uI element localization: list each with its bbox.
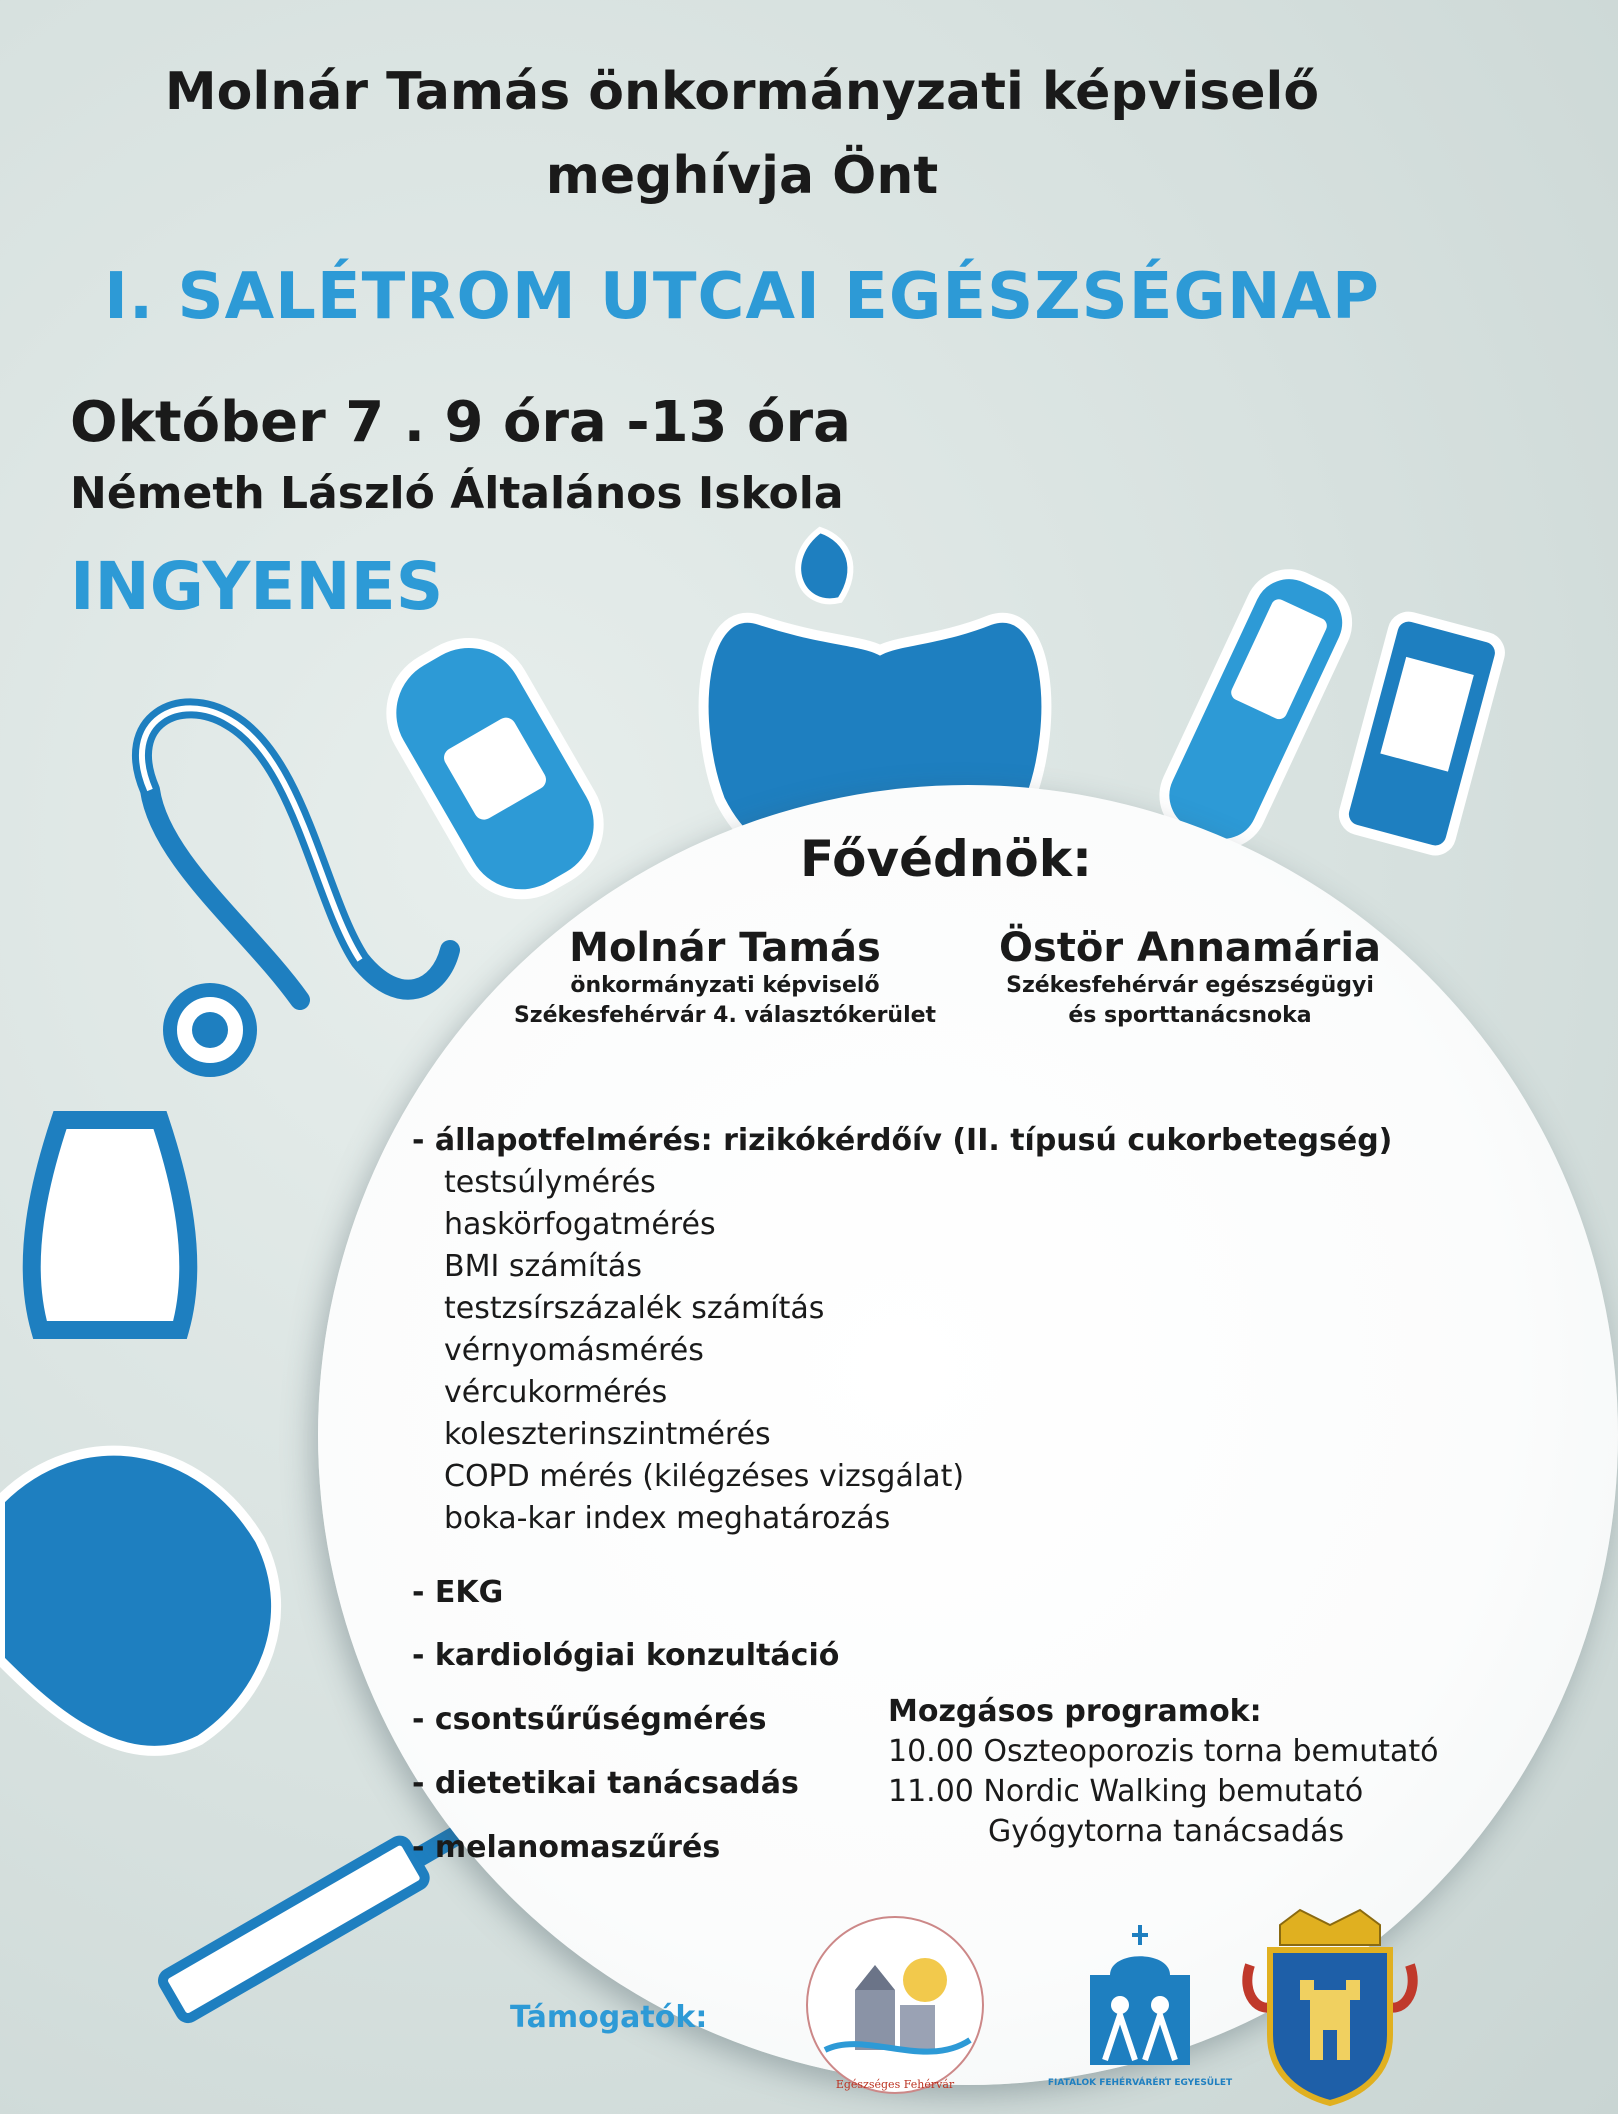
patron-role: Székesfehérvár egészségügyi	[1006, 973, 1374, 998]
movement-item: 10.00 Oszteoporozis torna bemutató	[888, 1734, 1439, 1769]
patrons-title: Fővédnök:	[800, 830, 1092, 888]
free-label: INGYENES	[70, 548, 444, 625]
sponsors-label: Támogatók:	[510, 2000, 708, 2035]
movement-item: 11.00 Nordic Walking bemutató	[888, 1774, 1364, 1809]
service-sub-item: BMI számítás	[444, 1249, 642, 1284]
event-date: Október 7 . 9 óra -13 óra	[70, 390, 851, 455]
service-item: - melanomaszűrés	[412, 1830, 721, 1865]
movement-programs	[888, 1692, 1439, 1852]
heart-shape-icon	[0, 1451, 276, 1751]
logo2-caption: FIATALOK FEHÉRVÁRÉRT EGYESÜLET	[1047, 2078, 1233, 2088]
service-sub-item: haskörfogatmérés	[444, 1207, 716, 1242]
service-sub-item: testzsírszázalék számítás	[444, 1291, 825, 1326]
services-list	[412, 1120, 1392, 1540]
patron-name: Molnár Tamás	[569, 925, 881, 971]
service-item: - kardiológiai konzultáció	[412, 1638, 840, 1673]
bottle-icon	[1340, 613, 1503, 854]
patron-role: Székesfehérvár 4. választókerület	[513, 1003, 937, 1028]
bandage-icon	[369, 621, 620, 916]
thermometer-icon	[1151, 561, 1360, 857]
patron-role: és sporttanácsnoka	[1068, 1003, 1312, 1028]
movement-item: Gyógytorna tanácsadás	[988, 1814, 1345, 1849]
patron-role: önkormányzati képviselő	[570, 973, 880, 998]
service-sub-item: koleszterinszintmérés	[444, 1417, 771, 1452]
service-sub-item: COPD mérés (kilégzéses vizsgálat)	[444, 1459, 965, 1494]
coat-of-arms-icon	[1240, 1905, 1420, 2105]
patron-name: Östör Annamária	[998, 925, 1382, 971]
invitation-line-2: meghívja Önt	[545, 146, 939, 206]
service-sub-item: vércukormérés	[444, 1375, 668, 1410]
logo1-subtitle: Egészséges Fehérvár	[835, 2078, 955, 2091]
patron-1	[480, 925, 970, 1031]
service-item: - csontsűrűségmérés	[412, 1702, 767, 1737]
service-sub-item: vérnyomásmérés	[444, 1333, 704, 1368]
event-venue: Németh László Általános Iskola	[70, 468, 844, 519]
invitation-line-1: Molnár Tamás önkormányzati képviselő	[164, 62, 1320, 122]
movement-title: Mozgásos programok:	[888, 1694, 1262, 1729]
capsule-icon	[32, 1120, 189, 1330]
event-title: I. SALÉTROM UTCAI EGÉSZSÉGNAP	[104, 260, 1380, 334]
service-item: - EKG	[412, 1575, 504, 1610]
healthy-cities-logo	[785, 1910, 1005, 2100]
patron-2	[965, 925, 1415, 1031]
service-sub-item: boka-kar index meghatározás	[444, 1501, 891, 1536]
youth-association-logo	[1047, 1915, 1233, 2095]
service-sub-item: testsúlymérés	[444, 1165, 656, 1200]
service-item: - dietetikai tanácsadás	[412, 1766, 799, 1801]
service-main: - állapotfelmérés: rizikókérdőív (II. típusú cukorbetegség)	[412, 1123, 1393, 1158]
